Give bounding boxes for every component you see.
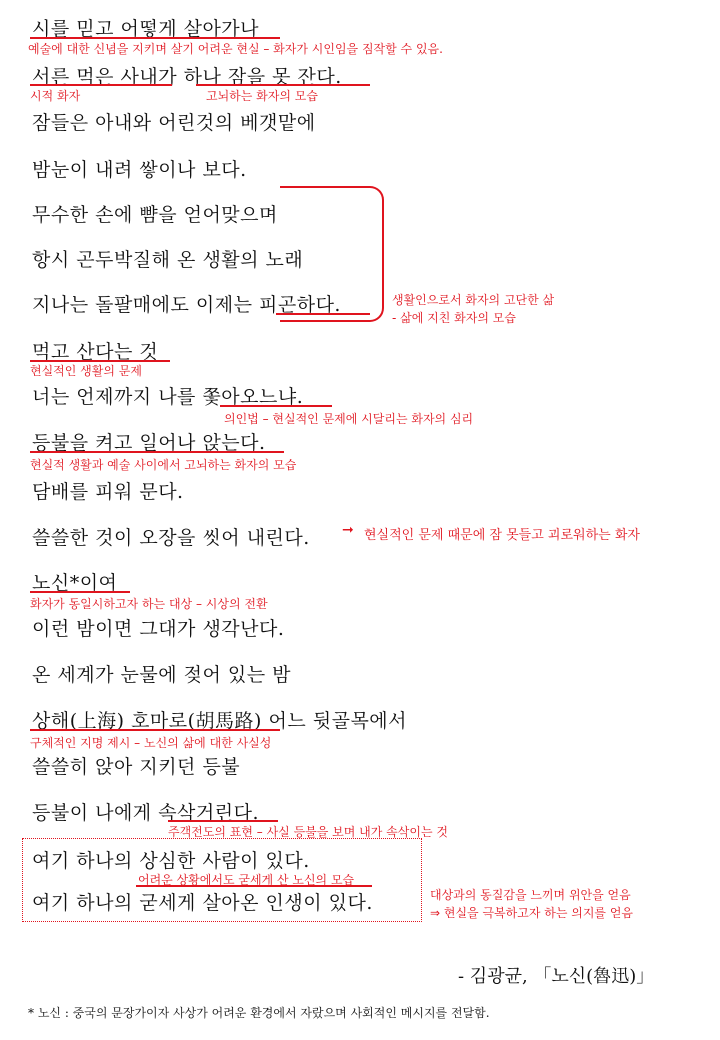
poem-line-7: 지나는 돌팔매에도 이제는 피곤하다.: [32, 294, 341, 316]
annotation-12: 어려운 상황에서도 굳세게 산 노신의 모습: [138, 873, 355, 887]
annotation-6: 의인법 – 현실적인 문제에 시달리는 화자의 심리: [224, 412, 474, 426]
underline-2b: [196, 84, 370, 86]
arrow-right-icon: ➞: [342, 522, 354, 538]
poem-line-14: 이런 밤이면 그대가 생각난다.: [32, 618, 285, 640]
poem-line-11: 담배를 피워 문다.: [32, 481, 184, 503]
poem-line-3: 잠들은 아내와 어린것의 베갯맡에: [32, 112, 316, 134]
underline-9: [220, 405, 332, 407]
poem-line-15: 온 세계가 눈물에 젖어 있는 밤: [32, 664, 291, 686]
underline-13: [30, 591, 130, 593]
annotation-4b: - 삶에 지친 화자의 모습: [392, 311, 516, 325]
underline-16: [30, 729, 280, 731]
annotation-3: 고뇌하는 화자의 모습: [206, 89, 318, 103]
poem-line-4: 밤눈이 내려 쌓이나 보다.: [32, 159, 247, 181]
annotation-10: 구체적인 지명 제시 – 노신의 삶에 대한 사실성: [30, 736, 272, 750]
poem-line-9: 너는 언제까지 나를 쫓아오느냐.: [32, 386, 304, 408]
annotation-13a: 대상과의 동질감을 느끼며 위안을 얻음: [430, 888, 631, 902]
poem-line-8: 먹고 산다는 것: [32, 341, 159, 363]
poem-source: - 김광균, 「노신(魯迅)」: [458, 966, 655, 987]
underline-2a: [30, 84, 172, 86]
annotation-1: 예술에 대한 신념을 지키며 살기 어려운 현실 – 화자가 시인임을 짐작할 수 있음.: [28, 42, 443, 56]
poem-line-5: 무수한 손에 뺨을 얻어맞으며: [32, 204, 278, 226]
poem-line-12: 쓸쓸한 것이 오장을 씻어 내린다.: [32, 527, 310, 549]
annotation-9: 화자가 동일시하고자 하는 대상 – 시상의 전환: [30, 597, 268, 611]
annotation-8: 현실적인 문제 때문에 잠 못들고 괴로워하는 화자: [364, 528, 640, 543]
poem-line-2: 서른 먹은 사내가 하나 잠을 못 잔다.: [32, 66, 342, 88]
annotation-2: 시적 화자: [30, 89, 81, 103]
poem-line-13: 노신*이여: [32, 572, 118, 594]
poem-line-1: 시를 믿고 어떻게 살아가나: [32, 18, 260, 40]
bracket-lines-5-7: [280, 186, 384, 322]
footnote: * 노신 : 중국의 문장가이자 사상가 어려운 환경에서 자랐으며 사회적인 메시지를 전달함.: [28, 1006, 490, 1020]
underline-19: [136, 885, 372, 887]
annotation-13b: ⇒ 현실을 극복하고자 하는 의지를 얻음: [430, 906, 634, 920]
poem-line-20: 여기 하나의 굳세게 살아온 인생이 있다.: [32, 892, 373, 914]
poem-line-18: 등불이 나에게 속삭거린다.: [32, 802, 260, 824]
annotation-7: 현실적 생활과 예술 사이에서 고뇌하는 화자의 모습: [30, 458, 297, 472]
underline-18: [168, 820, 278, 822]
poem-line-19: 여기 하나의 상심한 사람이 있다.: [32, 850, 310, 872]
poem-line-17: 쓸쓸히 앉아 지키던 등불: [32, 756, 241, 778]
underline-10: [30, 451, 284, 453]
poem-line-6: 항시 곤두박질해 온 생활의 노래: [32, 249, 304, 271]
underline-1: [30, 37, 280, 39]
annotation-11: 주객전도의 표현 – 사실 등불을 보며 내가 속삭이는 것: [168, 825, 448, 839]
annotation-4a: 생활인으로서 화자의 고단한 삶: [392, 293, 555, 307]
annotation-5: 현실적인 생활의 문제: [30, 364, 142, 378]
poem-line-16: 상해(上海) 호마로(胡馬路) 어느 뒷골목에서: [32, 710, 408, 732]
poem-line-10: 등불을 켜고 일어나 앉는다.: [32, 432, 266, 454]
